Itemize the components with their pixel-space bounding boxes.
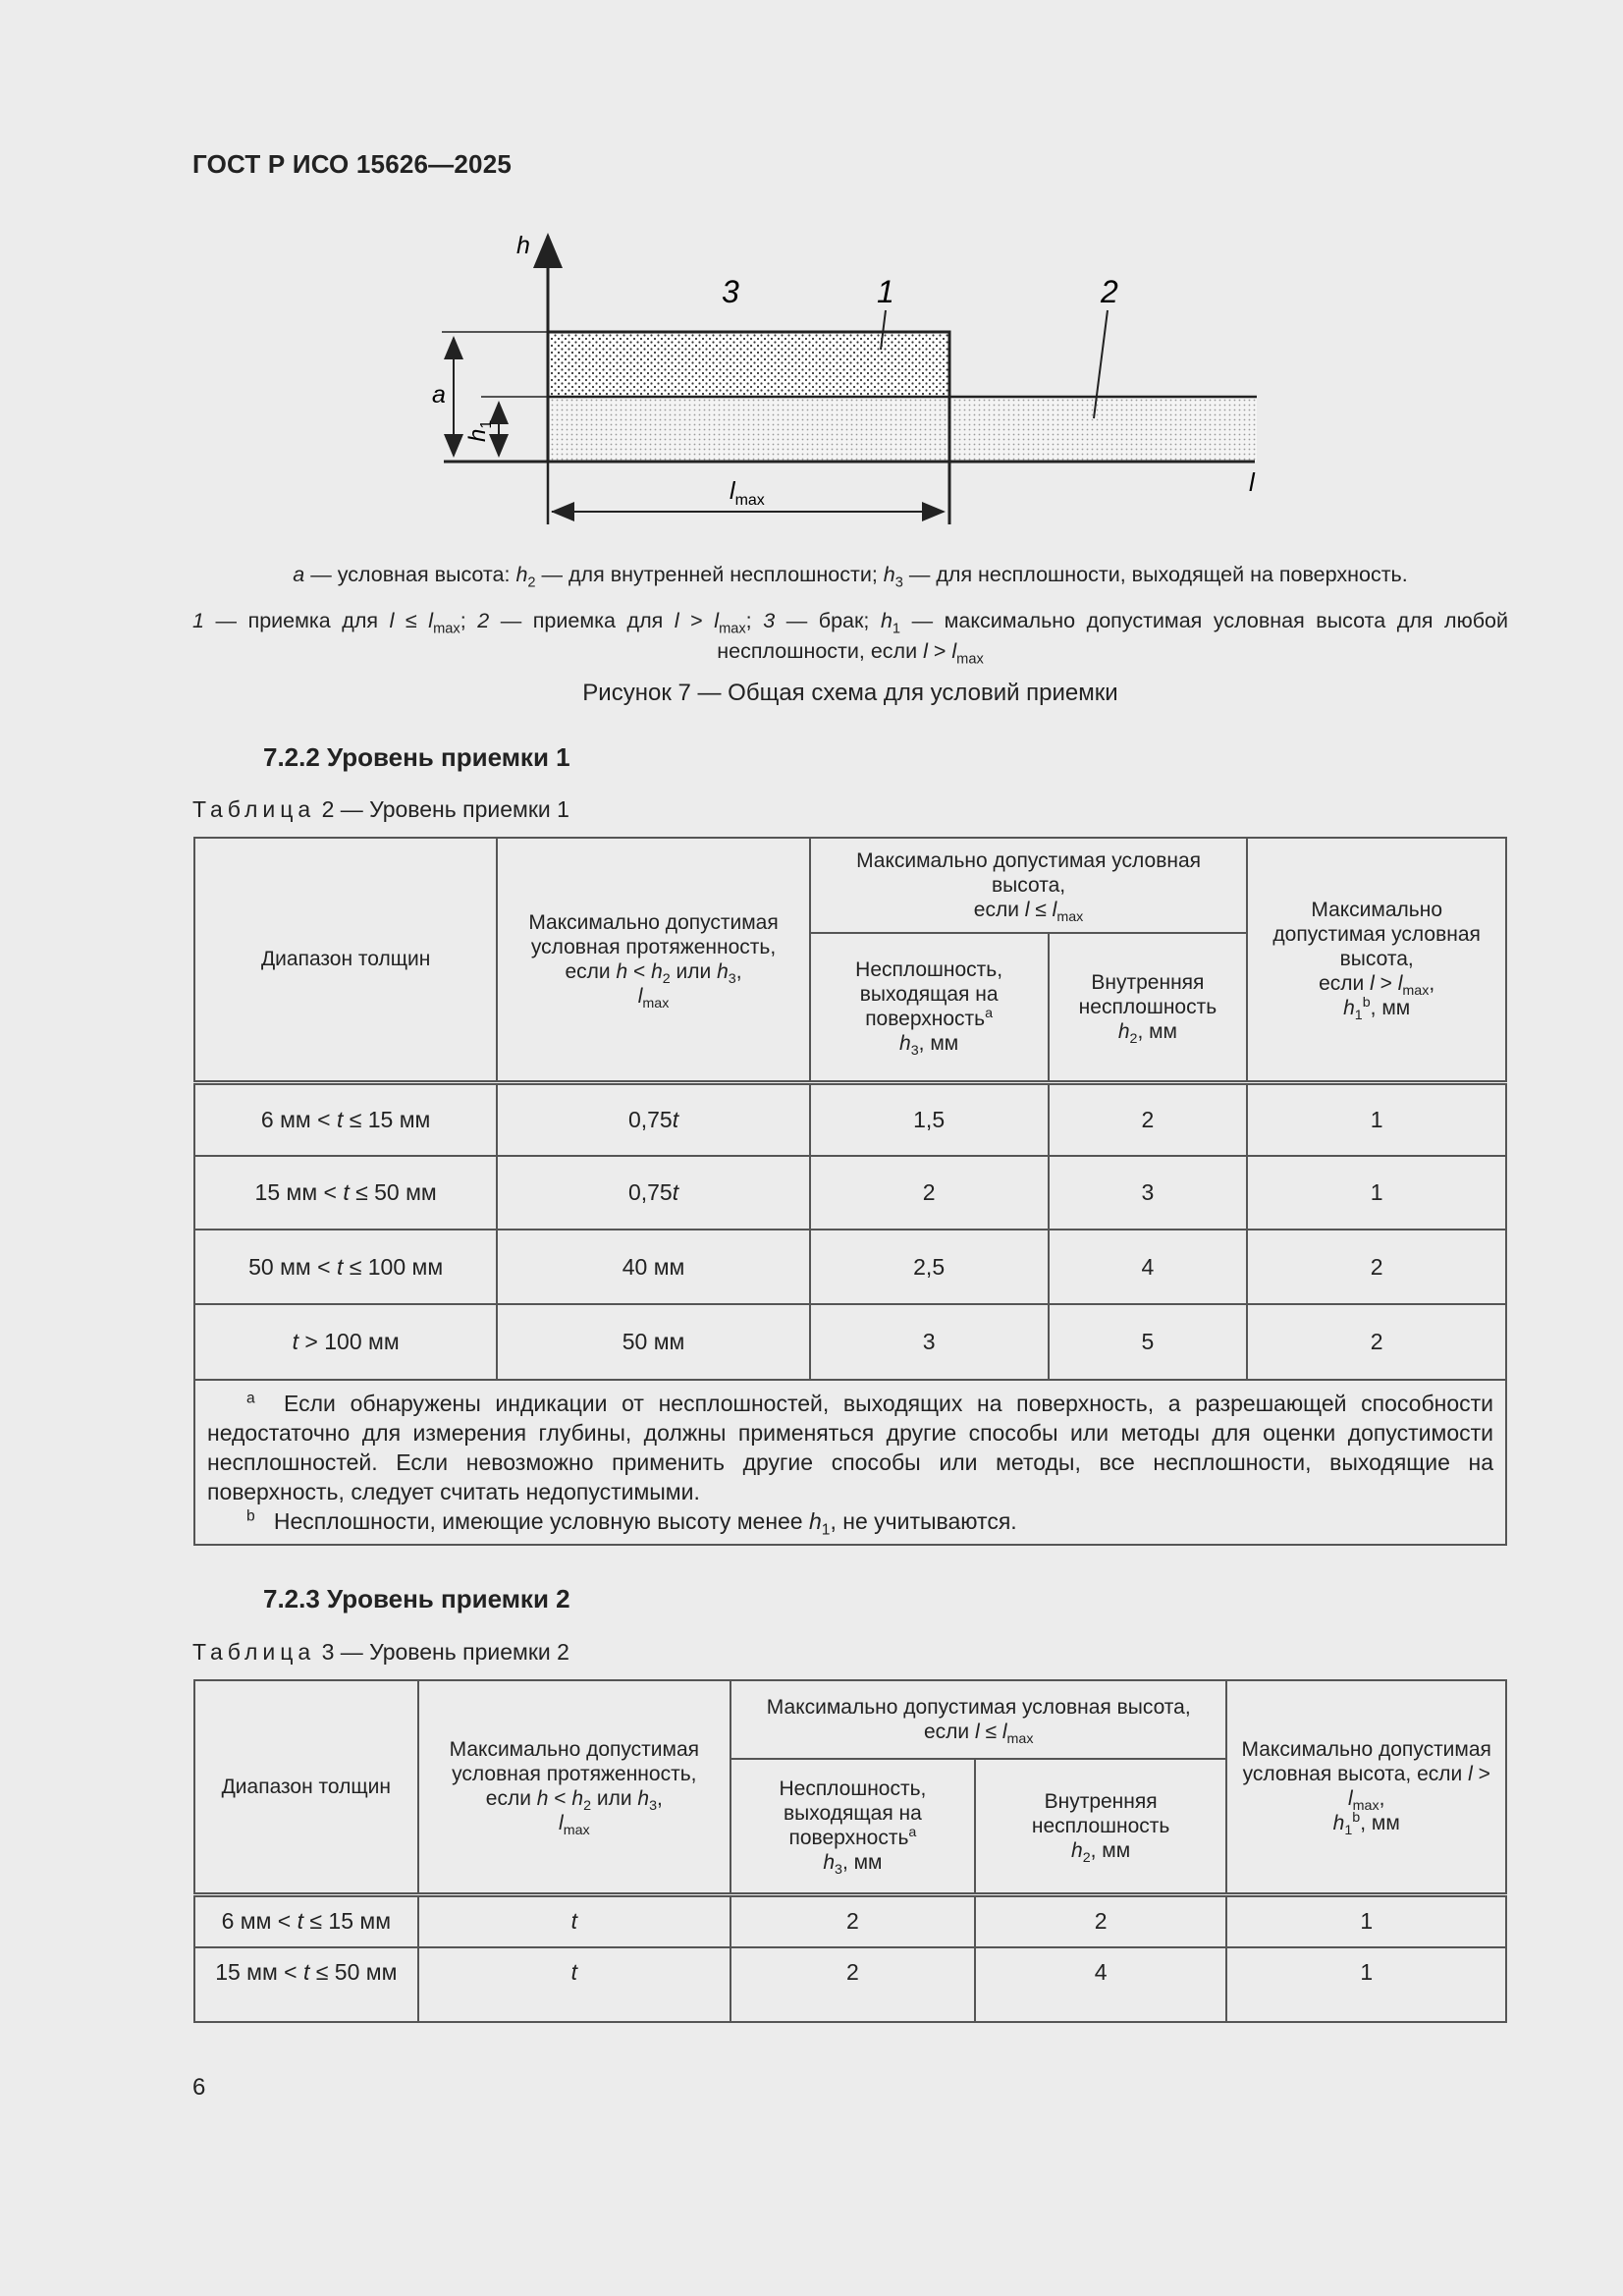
table-row xyxy=(194,1894,1506,1947)
table-row xyxy=(194,1156,1506,1230)
label-zone-1: 1 xyxy=(877,274,894,309)
section-heading-7-2-3: 7.2.3 Уровень приемки 2 xyxy=(263,1584,570,1613)
cell-max: 2 xyxy=(1247,1304,1506,1380)
cell-internal: 4 xyxy=(975,1947,1227,2022)
col-header-internal: Внутренняя несплошность $h_2$, мм xyxy=(975,1759,1227,1894)
document-header: ГОСТ Р ИСО 15626—2025 xyxy=(192,149,513,179)
label-dim-lmax: $l_{max}$ xyxy=(730,477,765,509)
cell-length: t xyxy=(418,1947,730,2022)
zone-reject-area xyxy=(548,332,949,397)
cell-length: 0,75t xyxy=(497,1082,809,1156)
note-b: $^b$ Несплошности, имеющие условную высоту менее $h_1$, не учитываются. xyxy=(246,1507,1017,1539)
cell-surface: 2 xyxy=(730,1947,975,2022)
col-header-range: Диапазон толщин xyxy=(194,838,497,1082)
cell-internal: 4 xyxy=(1049,1230,1248,1304)
table-3-title: Таблица 3 — Уровень приемки 2 xyxy=(192,1639,569,1665)
cell-range: 15 мм < t ≤ 50 мм xyxy=(194,1947,418,2022)
table-2 xyxy=(193,837,1507,1546)
cell-max: 2 xyxy=(1247,1230,1506,1304)
cell-internal: 5 xyxy=(1049,1304,1248,1380)
cell-surface: 1,5 xyxy=(810,1082,1049,1156)
figure-caption: Рисунок 7 — Общая схема для условий приемки xyxy=(582,680,1118,706)
cell-internal: 2 xyxy=(975,1894,1227,1947)
cell-length: 0,75t xyxy=(497,1156,809,1230)
col-header-surface: Несплошность, выходящая на поверхность$^a$ $h_3$, мм xyxy=(810,933,1049,1082)
cell-surface: 3 xyxy=(810,1304,1049,1380)
table-2-title: Таблица 2 — Уровень приемки 1 xyxy=(192,796,569,822)
note-a: $^a$ Если обнаружены индикации от несплошностей, выходящих на поверхность, а разрешающей способности недостаточно для измерения глубины, должны применяться другие способы или методы для оценки допустимости несплошностей. Если невозможно применить другие способы или методы, все несплошности, выходящие на поверхность, следует считать недопустимыми. xyxy=(207,1390,1494,1504)
section-heading-7-2-2: 7.2.2 Уровень приемки 1 xyxy=(263,742,570,772)
col-header-group-height: Максимально допустимая условная высота, если $l \le l_{max}$ xyxy=(810,838,1248,933)
label-axis-h: h xyxy=(516,232,530,259)
figure-legend-a: a — условная высота: $h_2$ — для внутренней несплошности; $h_3$ — для несплошности, выходящей на поверхность. xyxy=(293,563,1408,591)
cell-range: 15 мм < t ≤ 50 мм xyxy=(194,1156,497,1230)
cell-length: t xyxy=(418,1894,730,1947)
label-zone-2: 2 xyxy=(1101,274,1118,309)
zone-accept-area xyxy=(548,397,1257,462)
col-header-range: Диапазон толщин xyxy=(194,1680,418,1894)
col-header-max-height: Максимально допустимая условная высота, если $l > l_{max}$, $h_1^b$, мм xyxy=(1247,838,1506,1082)
label-zone-3: 3 xyxy=(722,274,739,309)
cell-length: 40 мм xyxy=(497,1230,809,1304)
cell-range: t > 100 мм xyxy=(194,1304,497,1380)
cell-internal: 2 xyxy=(1049,1082,1248,1156)
col-header-internal: Внутренняя несплошность $h_2$, мм xyxy=(1049,933,1248,1082)
table-row xyxy=(194,1304,1506,1380)
cell-max: 1 xyxy=(1247,1082,1506,1156)
table-row xyxy=(194,1230,1506,1304)
table-notes-row xyxy=(194,1380,1506,1545)
cell-surface: 2 xyxy=(810,1156,1049,1230)
cell-max: 1 xyxy=(1226,1894,1506,1947)
cell-range: 50 мм < t ≤ 100 мм xyxy=(194,1230,497,1304)
acceptance-diagram xyxy=(0,0,1623,550)
label-axis-l: l xyxy=(1249,467,1255,497)
label-dim-a: a xyxy=(432,381,446,409)
cell-internal: 3 xyxy=(1049,1156,1248,1230)
cell-range: 6 мм < t ≤ 15 мм xyxy=(194,1082,497,1156)
cell-max: 1 xyxy=(1247,1156,1506,1230)
table-row xyxy=(194,1082,1506,1156)
col-header-max-height: Максимально допустимая условная высота, если $l > l_{max}$, $h_1^b$, мм xyxy=(1226,1680,1506,1894)
cell-max: 1 xyxy=(1226,1947,1506,2022)
table-3 xyxy=(193,1679,1507,2023)
cell-surface: 2 xyxy=(730,1894,975,1947)
table-row xyxy=(194,1947,1506,2022)
cell-length: 50 мм xyxy=(497,1304,809,1380)
cell-surface: 2,5 xyxy=(810,1230,1049,1304)
table-2-notes xyxy=(194,1380,1506,1545)
col-header-length: Максимально допустимая условная протяженность, если $h < h_2$ или $h_3$, $l_{max}$ xyxy=(497,838,809,1082)
cell-range: 6 мм < t ≤ 15 мм xyxy=(194,1894,418,1947)
label-dim-h1: $h_1$ xyxy=(464,419,495,442)
col-header-surface: Несплошность, выходящая на поверхность$^a$ $h_3$, мм xyxy=(730,1759,975,1894)
col-header-group-height: Максимально допустимая условная высота, если $l \le l_{max}$ xyxy=(730,1680,1226,1759)
figure-legend-b: 1 — приемка для $l \le l_{max}$; 2 — приемка для $l > l_{max}$; 3 — брак; $h_1$ — максимально допустимая условная высота для любой несплошности, если $l > l_{max}$ xyxy=(192,609,1509,668)
page-number: 6 xyxy=(192,2074,206,2101)
col-header-length: Максимально допустимая условная протяженность, если $h < h_2$ или $h_3$, $l_{max}$ xyxy=(418,1680,730,1894)
